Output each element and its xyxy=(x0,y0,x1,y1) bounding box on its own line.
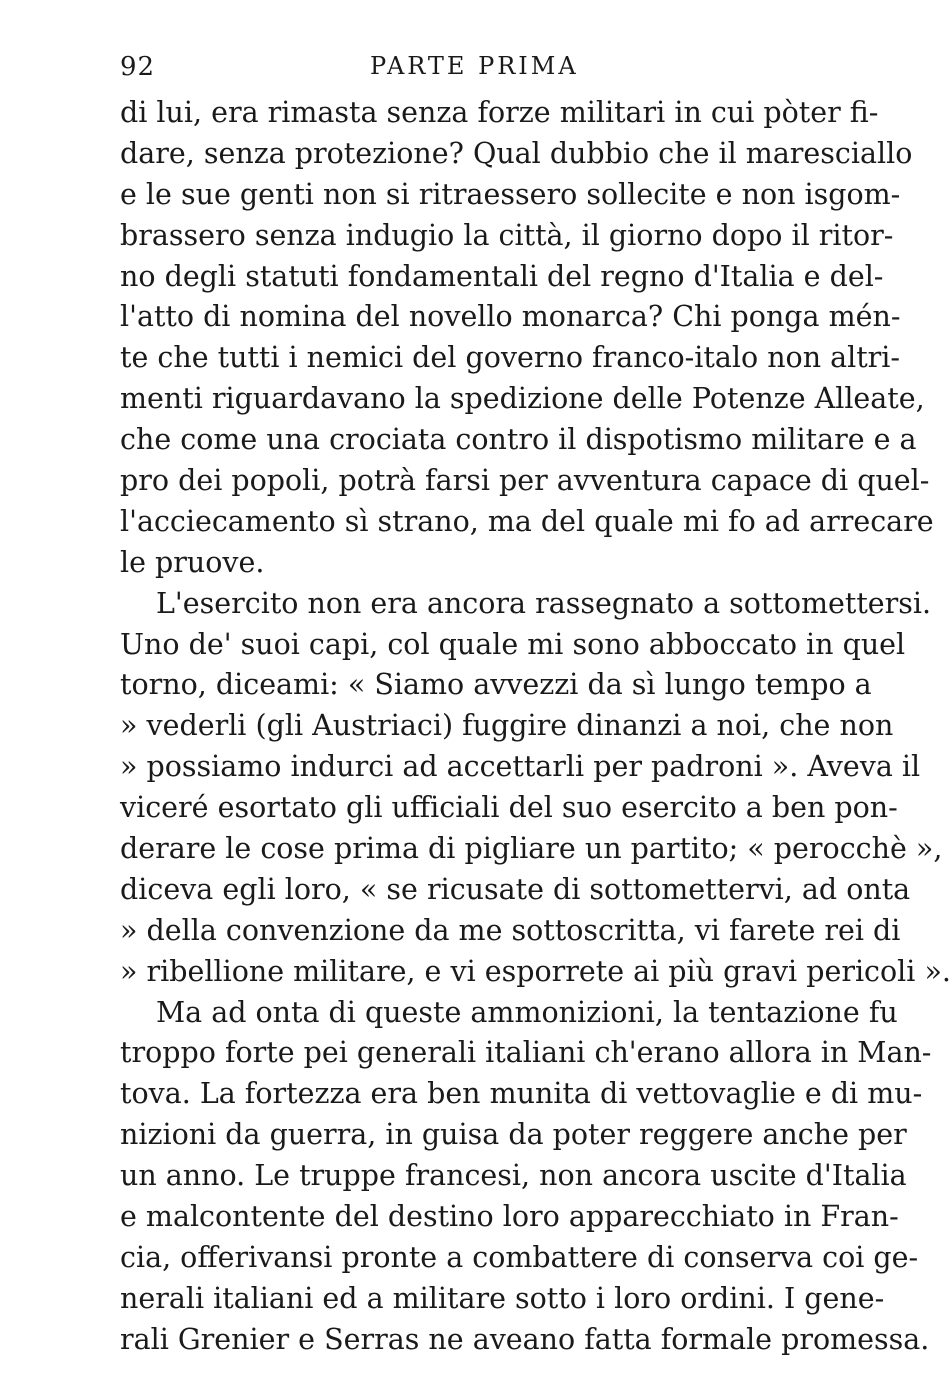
paragraph xyxy=(120,584,951,993)
page-number: 92 xyxy=(120,52,156,82)
text-line: l'atto di nomina del novello monarca? Chi ponga mén- xyxy=(120,300,901,334)
text-line: rali Grenier e Serras ne aveano fatta formale promessa. xyxy=(120,1322,930,1356)
paragraph xyxy=(120,993,932,1361)
text-line: » vederli (gli Austriaci) fuggire dinanzi a noi, che non xyxy=(120,709,894,743)
text-line: derare le cose prima di pigliare un partito; « perocchè », xyxy=(120,832,943,866)
text-line: e malcontente del destino loro apparecchiato in Fran- xyxy=(120,1200,899,1234)
text-line: no degli statuti fondamentali del regno d'Italia e del- xyxy=(120,259,884,293)
text-line: che come una crociata contro il dispotismo militare e a xyxy=(120,423,917,457)
text-line: e le sue genti non si ritraessero sollecite e non isgom- xyxy=(120,177,901,211)
text-line: » della convenzione da me sottoscritta, vi farete rei di xyxy=(120,913,901,947)
text-line: » ribellione militare, e vi esporrete ai più gravi pericoli ». xyxy=(120,954,951,988)
text-line: torno, diceami: « Siamo avvezzi da sì lungo tempo a xyxy=(120,668,872,702)
page-body xyxy=(120,93,951,1361)
text-line: tova. La fortezza era ben munita di vettovaglie e di mu- xyxy=(120,1077,923,1111)
text-line: te che tutti i nemici del governo franco-italo non altri- xyxy=(120,341,901,375)
text-line: pro dei popoli, potrà farsi per avventura capace di quel- xyxy=(120,464,930,498)
text-line: viceré esortato gli ufficiali del suo esercito a ben pon- xyxy=(120,791,898,825)
text-line: troppo forte pei generali italiani ch'erano allora in Man- xyxy=(120,1036,932,1070)
text-line: nerali italiani ed a militare sotto i loro ordini. I gene- xyxy=(120,1281,885,1315)
text-line: nizioni da guerra, in guisa da poter reggere anche per xyxy=(120,1118,907,1152)
running-title: PARTE PRIMA xyxy=(370,52,579,80)
text-line: diceva egli loro, « se ricusate di sottomettervi, ad onta xyxy=(120,872,911,906)
text-line: un anno. Le truppe francesi, non ancora uscite d'Italia xyxy=(120,1159,907,1193)
text-line: L'esercito non era ancora rassegnato a sottomettersi. xyxy=(156,586,932,620)
text-line: le pruove. xyxy=(120,545,265,579)
text-line: cia, offerivansi pronte a combattere di conserva coi ge- xyxy=(120,1240,919,1274)
text-line: dare, senza protezione? Qual dubbio che il maresciallo xyxy=(120,136,913,170)
text-line: l'acciecamento sì strano, ma del quale mi fo ad arrecare xyxy=(120,504,934,538)
text-line: menti riguardavano la spedizione delle Potenze Alleate, xyxy=(120,382,925,416)
text-line: Uno de' suoi capi, col quale mi sono abboccato in quel xyxy=(120,627,906,661)
text-line: brassero senza indugio la città, il giorno dopo il ritor- xyxy=(120,218,894,252)
paragraph xyxy=(120,93,934,584)
text-line: di lui, era rimasta senza forze militari in cui pòter fi- xyxy=(120,96,879,129)
page-header xyxy=(120,52,800,92)
text-line: Ma ad onta di queste ammonizioni, la tentazione fu xyxy=(156,995,898,1029)
text-line: » possiamo indurci ad accettarli per padroni ». Aveva il xyxy=(120,750,921,784)
